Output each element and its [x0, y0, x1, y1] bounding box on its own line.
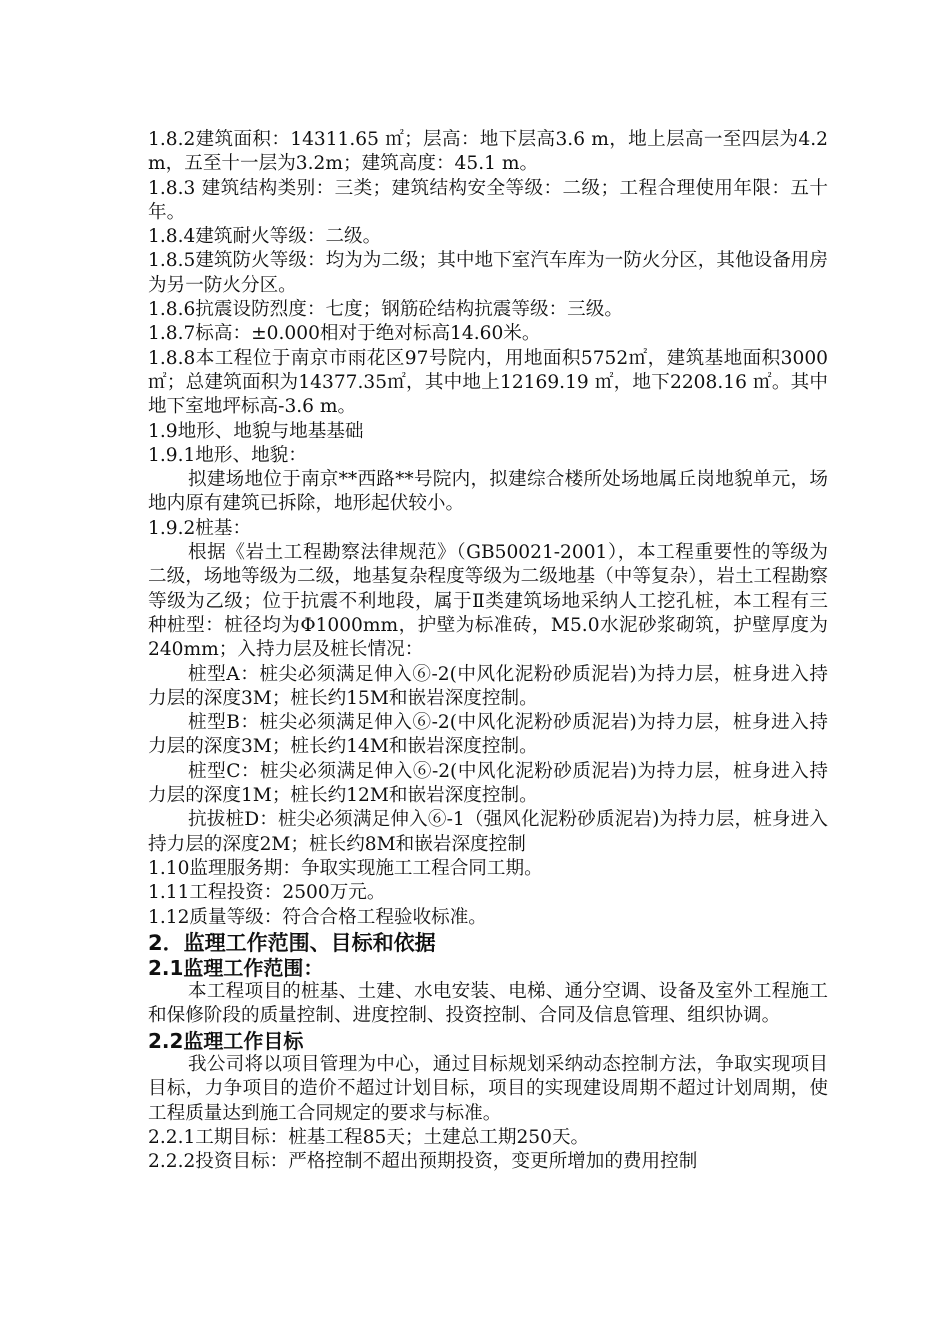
paragraph-pile-type-a: 桩型A：桩尖必须满足伸入⑥-2(中风化泥粉砂质泥岩)为持力层，桩身进入持力层的深度3M；桩长约15M和嵌岩深度控制。: [148, 663, 828, 709]
document-page: [148, 128, 828, 1174]
paragraph-1-11: 1.11工程投资：2500万元。: [148, 882, 386, 904]
paragraph-1-8-8: 1.8.8本工程位于南京市雨花区97号院内，用地面积5752㎡，建筑基地面积3000㎡；总建筑面积为14377.35㎡，其中地上12169.19 ㎡，地下2208.16 ㎡。其中地下室地坪标高-3.6 m。: [148, 347, 828, 418]
heading-1-9-2: 1.9.2桩基：: [148, 517, 252, 539]
paragraph-pile-foundation: 根据《岩土工程勘察法律规范》（GB50021-2001），本工程重要性的等级为二级，场地等级为二级，地基复杂程度等级为二级地基（中等复杂），岩土工程勘察等级为乙级；位于抗震不利地段，属于Ⅱ类建筑场地采纳人工挖孔桩，本工程有三种桩型：桩径均为Φ1000mm，护壁为标准砖，M5.0水泥砂浆砌筑，护壁厚度为240mm；入持力层及桩长情况：: [148, 542, 828, 661]
paragraph-1-12: 1.12质量等级：符合合格工程验收标准。: [148, 906, 487, 928]
paragraph-pile-type-c: 桩型C：桩尖必须满足伸入⑥-2(中风化泥粉砂质泥岩)为持力层，桩身进入持力层的深度1M；桩长约12M和嵌岩深度控制。: [148, 760, 828, 807]
heading-1-9: 1.9地形、地貌与地基基础: [148, 420, 364, 442]
paragraph-1-8-2: 1.8.2建筑面积：14311.65 ㎡；层高：地下层高3.6 m，地上层高一至四层为4.2 m，五至十一层为3.2m；建筑高度：45.1 m。: [148, 129, 828, 175]
paragraph-1-8-5: 1.8.5建筑防火等级：均为为二级；其中地下室汽车库为一防火分区，其他设备用房为另一防火分区。: [148, 250, 828, 296]
paragraph-terrain: 拟建场地位于南京**西路**号院内，拟建综合楼所处场地属丘岗地貌单元，场地内原有建筑已拆除，地形起伏较小。: [148, 469, 828, 515]
paragraph-2-2-2: 2.2.2投资目标：严格控制不超出预期投资，变更所增加的费用控制: [148, 1151, 698, 1173]
paragraph-1-8-4: 1.8.4建筑耐火等级：二级。: [148, 226, 382, 248]
paragraph-1-10: 1.10监理服务期：争取实现施工工程合同工期。: [148, 857, 543, 879]
paragraph-1-8-3: 1.8.3 建筑结构类别：三类；建筑结构安全等级：二级；工程合理使用年限：五十年。: [148, 177, 828, 223]
paragraph-1-8-6: 1.8.6抗震设防烈度：七度；钢筋砼结构抗震等级：三级。: [148, 299, 623, 321]
paragraph-2-2-1: 2.2.1工期目标：桩基工程85天；土建总工期250天。: [148, 1126, 590, 1148]
section-heading-2-2: 2.2监理工作目标: [148, 1028, 304, 1053]
paragraph-pile-type-d: 抗拔桩D：桩尖必须满足伸入⑥-1（强风化泥粉砂质泥岩)为持力层，桩身进入持力层的深度2M；桩长约8M和嵌岩深度控制: [148, 809, 828, 855]
paragraph-scope: 本工程项目的桩基、土建、水电安装、电梯、通分空调、设备及室外工程施工和保修阶段的质量控制、进度控制、投资控制、合同及信息管理、组织协调。: [148, 981, 828, 1027]
paragraph-objectives: 我公司将以项目管理为中心，通过目标规划采纳动态控制方法，争取实现项目目标，力争项目的造价不超过计划目标，项目的实现建设周期不超过计划周期，使工程质量达到施工合同规定的要求与标准。: [148, 1053, 828, 1124]
section-heading-2-1: 2.1监理工作范围：: [148, 955, 324, 980]
paragraph-1-8-7: 1.8.7标高：±0.000相对于绝对标高14.60米。: [148, 323, 541, 345]
section-heading-2: 2．监理工作范围、目标和依据: [148, 930, 436, 955]
heading-1-9-1: 1.9.1地形、地貌：: [148, 444, 307, 466]
paragraph-pile-type-b: 桩型B：桩尖必须满足伸入⑥-2(中风化泥粉砂质泥岩)为持力层，桩身进入持力层的深度3M；桩长约14M和嵌岩深度控制。: [148, 712, 828, 758]
